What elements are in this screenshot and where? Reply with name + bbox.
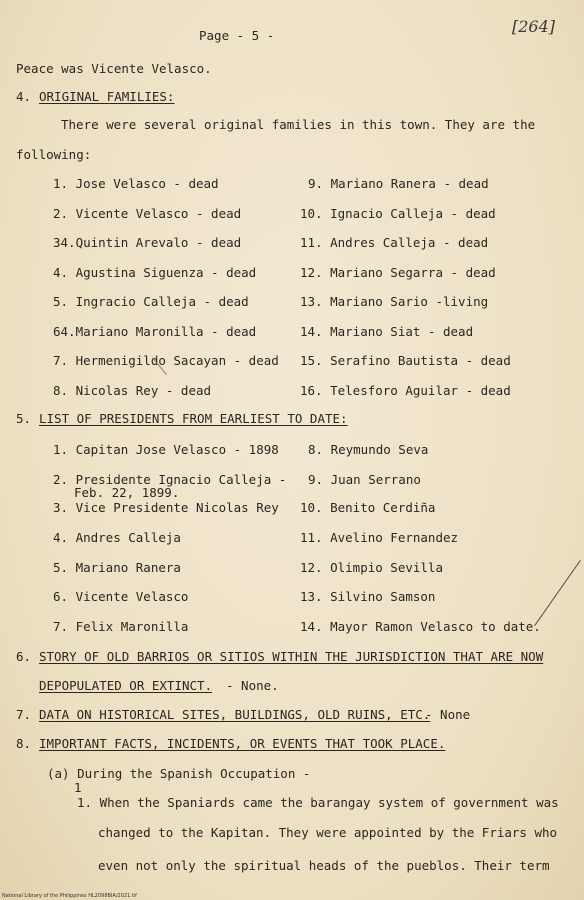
president-item: 2. Presidente Ignacio Calleja - bbox=[53, 472, 287, 487]
president-item-date: Feb. 22, 1899. bbox=[74, 485, 180, 500]
family-item: 14. Mariano Siat - dead bbox=[300, 324, 474, 339]
family-item: 7. Hermenigildo Sacayan - dead bbox=[53, 353, 279, 368]
section4-paragraph-line2: following: bbox=[16, 147, 92, 162]
president-item: 13. Silvino Samson bbox=[300, 589, 436, 604]
family-item: 1. Jose Velasco - dead bbox=[53, 176, 219, 191]
president-item: 9. Juan Serrano bbox=[308, 472, 421, 487]
section5-title: LIST OF PRESIDENTS FROM EARLIEST TO DATE: bbox=[39, 411, 348, 426]
section5-number: 5. bbox=[16, 411, 32, 426]
family-item: 13. Mariano Sario -living bbox=[300, 294, 489, 309]
section6-title-line2: DEPOPULATED OR EXTINCT. bbox=[39, 678, 213, 693]
intro-line: Peace was Vicente Velasco. bbox=[16, 61, 212, 76]
president-item: 3. Vice Presidente Nicolas Rey bbox=[53, 500, 279, 515]
family-item: 4. Agustina Siguenza - dead bbox=[53, 265, 257, 280]
family-item: 34.Quintin Arevalo - dead bbox=[53, 235, 242, 250]
section8-item1-line1: 1. When the Spaniards came the barangay system of government was bbox=[77, 795, 559, 810]
family-item: 2. Vicente Velasco - dead bbox=[53, 206, 242, 221]
president-item: 10. Benito Cerdiña bbox=[300, 500, 436, 515]
president-item: 4. Andres Calleja bbox=[53, 530, 181, 545]
section4-title: ORIGINAL FAMILIES: bbox=[39, 89, 175, 104]
family-item: 9. Mariano Ranera - dead bbox=[308, 176, 489, 191]
family-item: 8. Nicolas Rey - dead bbox=[53, 383, 212, 398]
president-item: 11. Avelino Fernandez bbox=[300, 530, 459, 545]
archive-number: [264] bbox=[512, 17, 556, 36]
footer-caption: National Library of the Philippines HL2098BIA/2021.tif bbox=[2, 893, 137, 899]
section8-item1-line2: changed to the Kapitan. They were appointed by the Friars who bbox=[98, 825, 558, 840]
section8-sub-a: (a) During the Spanish Occupation - bbox=[47, 766, 311, 781]
section8-sub-a-mark: 1 bbox=[74, 780, 82, 795]
president-item: 7. Felix Maronilla bbox=[53, 619, 189, 634]
family-item: 11. Andres Calleja - dead bbox=[300, 235, 489, 250]
section6-answer: - None. bbox=[226, 678, 279, 693]
president-item: 1. Capitan Jose Velasco - 1898 bbox=[53, 442, 279, 457]
family-item: 10. Ignacio Calleja - dead bbox=[300, 206, 496, 221]
section7-number: 7. bbox=[16, 707, 32, 722]
section8-item1-line3: even not only the spiritual heads of the pueblos. Their term bbox=[98, 858, 550, 873]
family-item: 12. Mariano Segarra - dead bbox=[300, 265, 496, 280]
section8-title: IMPORTANT FACTS, INCIDENTS, OR EVENTS THAT TOOK PLACE. bbox=[39, 736, 446, 751]
section4-number: 4. bbox=[16, 89, 32, 104]
president-item: 8. Reymundo Seva bbox=[308, 442, 429, 457]
president-item: 12. Olimpio Sevilla bbox=[300, 560, 443, 575]
president-item: 6. Vicente Velasco bbox=[53, 589, 189, 604]
family-item: 64.Mariano Maronilla - dead bbox=[53, 324, 257, 339]
section7-title: DATA ON HISTORICAL SITES, BUILDINGS, OLD RUINS, ETC. bbox=[39, 707, 431, 722]
family-item: 5. Ingracio Calleja - dead bbox=[53, 294, 249, 309]
section8-number: 8. bbox=[16, 736, 32, 751]
family-item: 15. Serafino Bautista - dead bbox=[300, 353, 511, 368]
section6-number: 6. bbox=[16, 649, 32, 664]
section4-paragraph-line1: There were several original families in this town. They are the bbox=[61, 117, 536, 132]
section7-answer: - None bbox=[425, 707, 471, 722]
president-item: 14. Mayor Ramon Velasco to date. bbox=[300, 619, 541, 634]
family-item: 16. Telesforo Aguilar - dead bbox=[300, 383, 511, 398]
section6-title-line1: STORY OF OLD BARRIOS OR SITIOS WITHIN THE JURISDICTION THAT ARE NOW bbox=[39, 649, 544, 664]
page-header: Page - 5 - bbox=[199, 28, 275, 43]
president-item: 5. Mariano Ranera bbox=[53, 560, 181, 575]
